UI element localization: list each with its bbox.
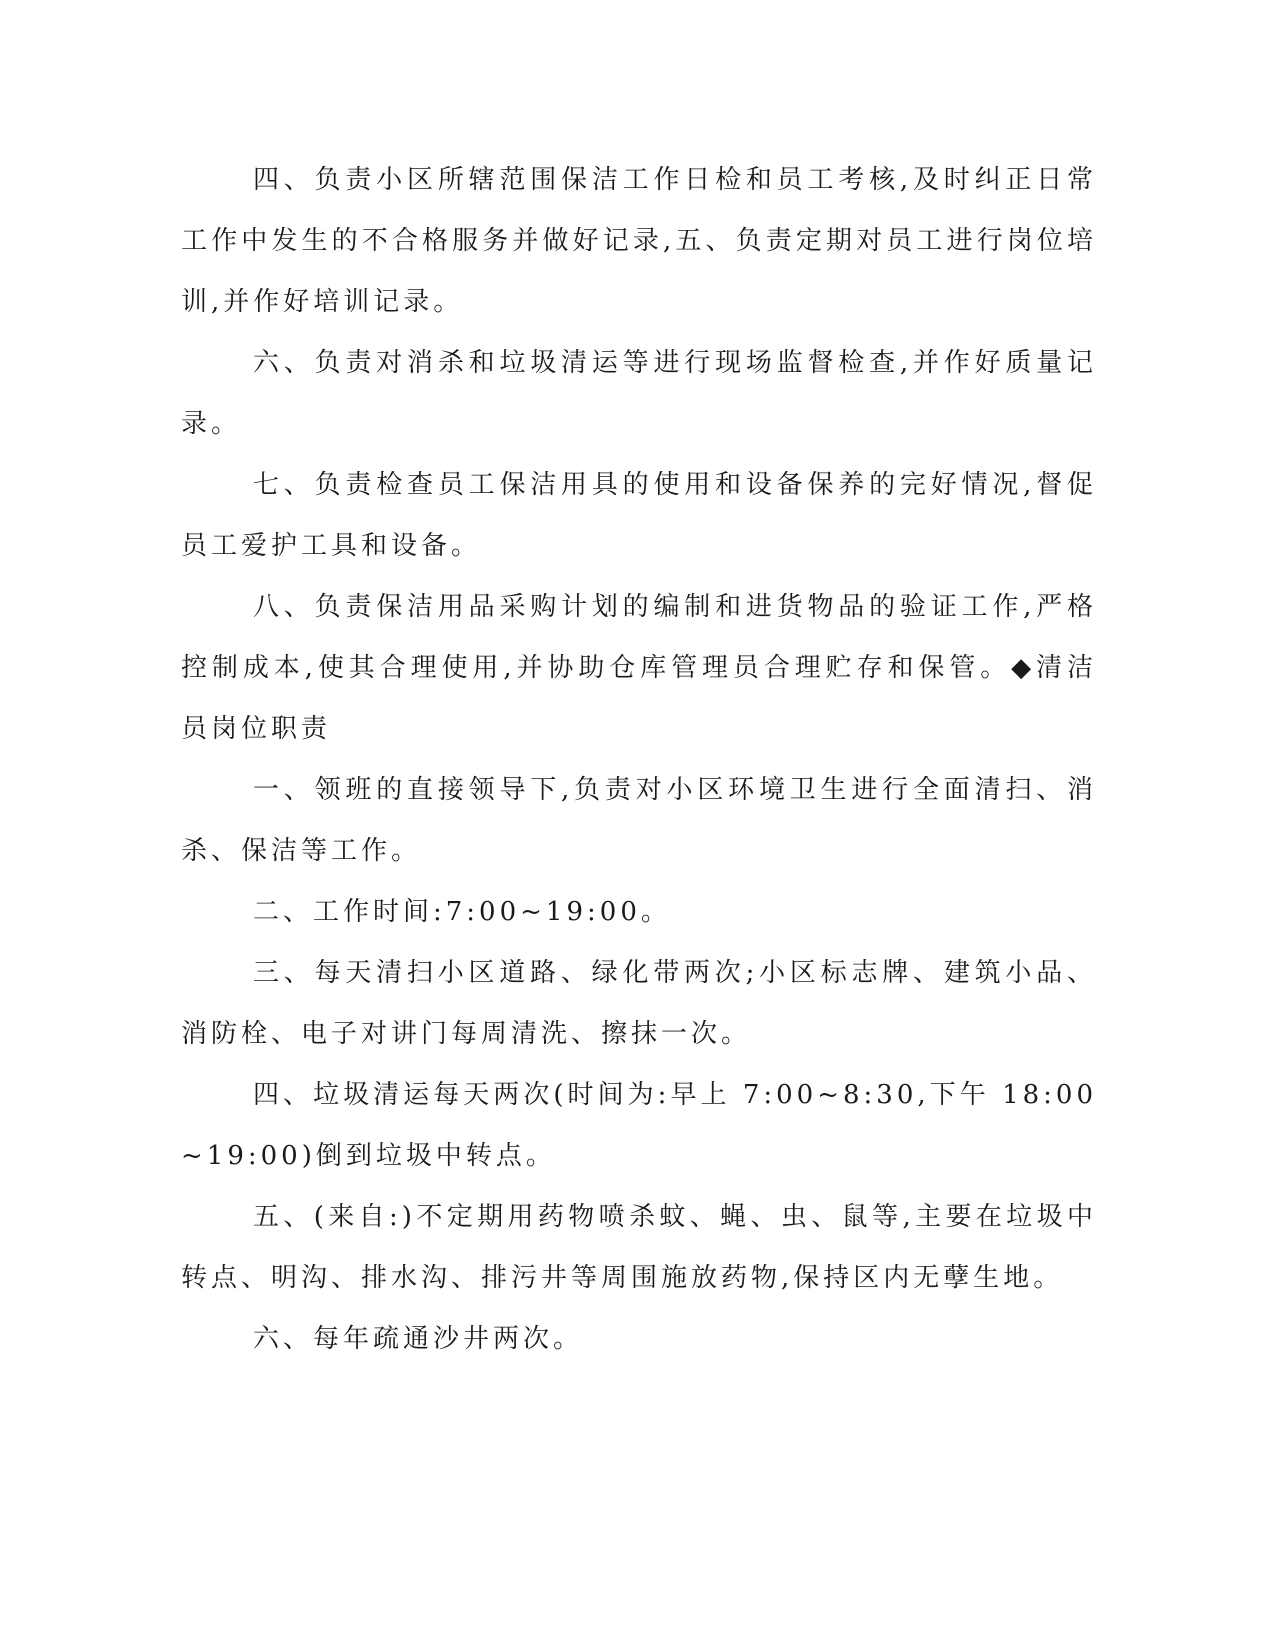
paragraph: 三、每天清扫小区道路、绿化带两次;小区标志牌、建筑小品、消防栓、电子对讲门每周清洗、擦抹一次。 <box>181 958 1097 1049</box>
document-body <box>181 150 1097 1370</box>
paragraph: 四、垃圾清运每天两次(时间为:早上 7:00~8:30,下午 18:00~19:00)倒到垃圾中转点。 <box>181 1080 1097 1171</box>
paragraph: 六、每年疏通沙井两次。 <box>253 1324 584 1354</box>
paragraph: 二、工作时间:7:00~19:00。 <box>253 897 671 927</box>
paragraph: 六、负责对消杀和垃圾清运等进行现场监督检查,并作好质量记录。 <box>181 348 1097 439</box>
paragraph: 七、负责检查员工保洁用具的使用和设备保养的完好情况,督促员工爱护工具和设备。 <box>181 470 1097 561</box>
paragraph: 五、(来自:)不定期用药物喷杀蚊、蝇、虫、鼠等,主要在垃圾中转点、明沟、排水沟、排污井等周围施放药物,保持区内无孽生地。 <box>181 1202 1097 1293</box>
paragraph: 四、负责小区所辖范围保洁工作日检和员工考核,及时纠正日常工作中发生的不合格服务并做好记录,五、负责定期对员工进行岗位培训,并作好培训记录。 <box>181 165 1097 317</box>
paragraph: 一、领班的直接领导下,负责对小区环境卫生进行全面清扫、消杀、保洁等工作。 <box>181 775 1097 866</box>
paragraph: 八、负责保洁用品采购计划的编制和进货物品的验证工作,严格控制成本,使其合理使用,并协助仓库管理员合理贮存和保管。◆清洁员岗位职责 <box>181 592 1097 744</box>
